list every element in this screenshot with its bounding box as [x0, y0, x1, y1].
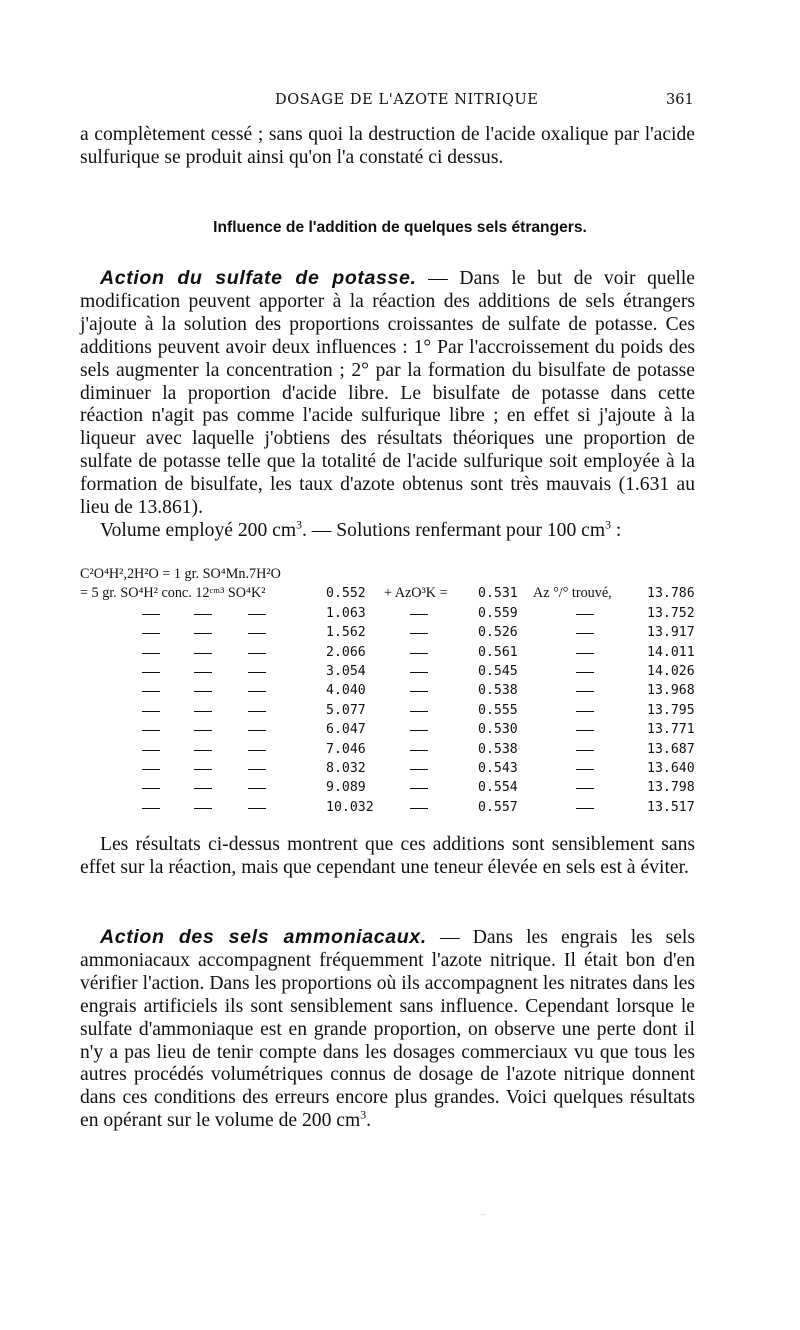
section-heading: Influence de l'addition de quelques sels étrangers. [213, 219, 587, 236]
table-az-label: Az °/° trouvé, [533, 585, 612, 602]
table-cell-azo3k: 0.526 [478, 625, 518, 641]
table-cell-azo3k: 0.559 [478, 605, 518, 621]
results-table [80, 566, 720, 818]
table-cell-azo3k: 0.555 [478, 702, 518, 718]
ditto-dash [194, 614, 212, 615]
table-cell-found: 13.917 [647, 625, 695, 641]
ditto-dash [142, 808, 160, 809]
table-cell-found: 13.968 [647, 683, 695, 699]
ditto-dash [410, 614, 428, 615]
ditto-dash [410, 633, 428, 634]
ditto-dash [194, 633, 212, 634]
ditto-dash [142, 711, 160, 712]
ditto-dash [142, 614, 160, 615]
table-cell-found: 13.752 [647, 605, 695, 621]
ditto-dash [248, 808, 266, 809]
ditto-dash [194, 769, 212, 770]
table-cell-so4k2: 6.047 [326, 722, 366, 738]
ditto-dash [142, 691, 160, 692]
ditto-dash [576, 808, 594, 809]
table-cell-azo3k: 0.561 [478, 644, 518, 660]
ditto-dash [194, 672, 212, 673]
paragraph-4-end: . [366, 1110, 371, 1132]
table-row [80, 779, 720, 798]
volume-mid: . — Solutions renfermant pour 100 cm [301, 519, 606, 541]
ditto-dash [576, 769, 594, 770]
ditto-dash [576, 653, 594, 654]
table-cell-azo3k: 0.531 [478, 586, 518, 602]
table-cell-so4k2: 8.032 [326, 760, 366, 776]
table-cell-so4k2: 4.040 [326, 683, 366, 699]
paragraph-conclusion [80, 834, 695, 880]
running-title: DOSAGE DE L'AZOTE NITRIQUE [275, 92, 539, 108]
table-cell-azo3k: 0.557 [478, 799, 518, 815]
ditto-dash [194, 653, 212, 654]
paragraph-4-lead: Action des sels ammoniacaux. [100, 926, 427, 948]
ditto-dash [576, 711, 594, 712]
ditto-dash [248, 633, 266, 634]
page-number: 361 [666, 92, 694, 108]
table-cell-so4k2: 3.054 [326, 663, 366, 679]
table-cell-found: 13.771 [647, 722, 695, 738]
ditto-dash [248, 788, 266, 789]
ditto-dash [142, 633, 160, 634]
table-cell-so4k2: 1.063 [326, 605, 366, 621]
table-row [80, 682, 720, 701]
ditto-dash [194, 808, 212, 809]
ditto-dash [410, 730, 428, 731]
table-header-line-1 [80, 566, 720, 585]
ditto-dash [576, 633, 594, 634]
paragraph-4 [80, 926, 695, 1133]
ditto-dash [248, 691, 266, 692]
ditto-dash [142, 769, 160, 770]
ditto-dash [142, 672, 160, 673]
ditto-dash [248, 769, 266, 770]
paragraph-ammonium-salts [80, 926, 695, 1133]
table-cell-found: 13.517 [647, 799, 695, 815]
print-speck: ⁻ [480, 1210, 487, 1224]
table-cell-found: 13.640 [647, 760, 695, 776]
paragraph-2 [80, 267, 695, 520]
table-cell-azo3k: 0.545 [478, 663, 518, 679]
ditto-dash [410, 691, 428, 692]
table-cell-so4k2: 2.066 [326, 644, 366, 660]
paragraph-2-lead: Action du sulfate de potasse. [100, 267, 417, 289]
ditto-dash [576, 730, 594, 731]
ditto-dash [194, 730, 212, 731]
table-row [80, 624, 720, 643]
ditto-dash [410, 653, 428, 654]
table-cell-azo3k: 0.543 [478, 760, 518, 776]
paragraph-3: Les résultats ci-dessus montrent que ces additions sont sensiblement sans effet sur la réaction, mais que cependant une teneur élevée en sels est à éviter. [80, 834, 695, 878]
table-row [80, 721, 720, 740]
paragraph-4-sup: 3 [360, 1108, 367, 1122]
volume-sup-1: 3 [296, 518, 302, 532]
ditto-dash [142, 730, 160, 731]
volume-line [80, 520, 695, 543]
ditto-dash [576, 672, 594, 673]
ditto-dash [576, 750, 594, 751]
table-body [80, 605, 720, 818]
table-cell-found: 14.026 [647, 663, 695, 679]
table-row [80, 605, 720, 624]
paragraph-potassium-sulfate [80, 267, 695, 543]
ditto-dash [194, 691, 212, 692]
table-row [80, 799, 720, 818]
ditto-dash [248, 614, 266, 615]
table-cell-found: 13.795 [647, 702, 695, 718]
table-header-line-2 [80, 585, 720, 604]
volume-sup-2: 3 [605, 518, 611, 532]
ditto-dash [248, 711, 266, 712]
table-cell-found: 13.786 [647, 586, 695, 602]
running-header [0, 92, 800, 114]
table-cell-found: 13.687 [647, 741, 695, 757]
table-cell-so4k2: 0.552 [326, 586, 366, 602]
ditto-dash [410, 769, 428, 770]
table-row [80, 702, 720, 721]
table-cell-azo3k: 0.538 [478, 741, 518, 757]
table-row [80, 760, 720, 779]
ditto-dash [248, 730, 266, 731]
ditto-dash [248, 653, 266, 654]
paragraph-1-text: a complètement cessé ; sans quoi la destruction de l'acide oxalique par l'acide sulfurique se produit ainsi qu'on l'a constaté ci dessus. [80, 124, 695, 168]
table-cell-found: 14.011 [647, 644, 695, 660]
ditto-dash [194, 788, 212, 789]
table-cell-so4k2: 7.046 [326, 741, 366, 757]
ditto-dash [576, 691, 594, 692]
ditto-dash [410, 808, 428, 809]
ditto-dash [410, 788, 428, 789]
ditto-dash [194, 750, 212, 751]
ditto-dash [194, 711, 212, 712]
ditto-dash [142, 653, 160, 654]
table-cell-found: 13.798 [647, 780, 695, 796]
volume-pre: Volume employé 200 cm [100, 519, 297, 541]
volume-post: : [610, 519, 622, 541]
table-cell-so4k2: 9.089 [326, 780, 366, 796]
table-cell-azo3k: 0.530 [478, 722, 518, 738]
table-cell-so4k2: 5.077 [326, 702, 366, 718]
ditto-dash [410, 750, 428, 751]
table-row [80, 741, 720, 760]
ditto-dash [248, 672, 266, 673]
table-cell-so4k2: 1.562 [326, 625, 366, 641]
ditto-dash [142, 750, 160, 751]
ditto-dash [576, 788, 594, 789]
ditto-dash [576, 614, 594, 615]
ditto-dash [248, 750, 266, 751]
ditto-dash [410, 711, 428, 712]
table-row [80, 644, 720, 663]
paragraph-2-body: — Dans le but de voir quelle modification peuvent apporter à la réaction des additions de sels étrangers j'ajoute à la solution des proportions croissantes de sulfate de potasse. Ces additions peuvent avoir deux influences : 1° Par l'accroissement du poids des sels augmenter la concentration ; 2° par la formation du bisulfate de potasse diminuer la proportion d'acide libre. Le bisulfate de potasse dans cette réaction n'agit pas comme l'acide sulfurique libre ; en effet si j'ajoute à la liqueur avec laquelle j'obtiens des résultats théoriques une proportion de sulfate de potasse telle que la totalité de l'acide sulfurique soit employée à la formation de bisulfate, les taux d'azote obtenus sont très mauvais (1.631 au lieu de 13.861). [80, 268, 695, 519]
table-row [80, 663, 720, 682]
ditto-dash [142, 788, 160, 789]
table-plus-label: + AzO³K = [384, 585, 448, 602]
table-header-sulfate: = 5 gr. SO⁴H² conc. 12ᶜᵐ³ SO⁴K² [80, 585, 266, 602]
paragraph-4-body: — Dans les engrais les sels ammoniacaux accompagnent fréquemment l'azote nitrique. Il était bon d'en vérifier l'action. Dans les proportions où ils accompagnent les nitrates dans les engrais artificiels ils sont sensiblement sans influence. Cependant lorsque le sulfate d'ammoniaque est en grande proportion, on observe une perte dont il n'y a pas lieu de tenir compte dans les dosages commerciaux vu que tous les autres procédés volumétriques connus de dosage de l'azote nitrique donnent dans ces conditions des erreurs encore plus grandes. Voici quelques résultats en opérant sur le volume de 200 cm [80, 927, 696, 1132]
paragraph-continuation [80, 124, 695, 170]
table-cell-azo3k: 0.538 [478, 683, 518, 699]
ditto-dash [410, 672, 428, 673]
table-cell-azo3k: 0.554 [478, 780, 518, 796]
table-header-formula: C²O⁴H²,2H²O = 1 gr. SO⁴Mn.7H²O [80, 566, 281, 582]
table-cell-so4k2: 10.032 [326, 799, 374, 815]
